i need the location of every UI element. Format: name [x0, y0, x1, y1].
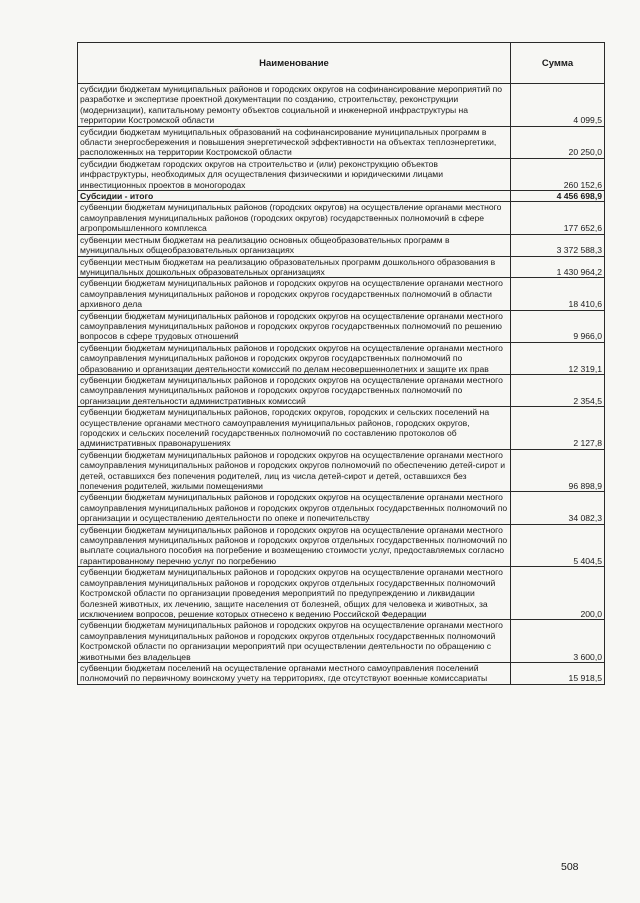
table-row [78, 126, 605, 158]
row-sum-cell: 5 404,5 [511, 524, 605, 567]
row-sum-cell: 1 430 964,2 [511, 256, 605, 278]
row-sum-cell: 18 410,6 [511, 278, 605, 310]
table-row [78, 342, 605, 374]
row-sum-cell: 12 319,1 [511, 342, 605, 374]
table-row [78, 278, 605, 310]
table-row [78, 202, 605, 234]
row-sum-cell: 4 099,5 [511, 84, 605, 127]
table-body [78, 84, 605, 685]
row-name-cell: субвенции бюджетам муниципальных районов и городских округов на осуществление органами местного самоуправления муниципальных районов и городских округов отдельных государственных полномочий по выплате социального пособия на погребение и возмещению стоимости услуг, предоставляемых согласно гарантированному перечню услуг по погребению [78, 524, 511, 567]
row-name-cell: субвенции бюджетам муниципальных районов и городских округов на осуществление органами местного самоуправления муниципальных районов и городских округов государственных полномочий в области архивного дела [78, 278, 511, 310]
row-sum-cell: 200,0 [511, 567, 605, 620]
row-name-cell: субвенции бюджетам муниципальных районов и городских округов на осуществление органами местного самоуправления муниципальных районов и городских округов отдельных государственных полномочий по организации и осуществлению деятельности по опеке и попечительству [78, 492, 511, 524]
row-name-cell: субсидии бюджетам городских округов на строительство и (или) реконструкцию объектов инфраструктуры, необходимых для осуществления физическими и юридическими лицами инвестиционных проектов в моногородах [78, 158, 511, 190]
table-row [78, 407, 605, 450]
row-name-cell: субсидии бюджетам муниципальных образований на софинансирование муниципальных программ в области энергосбережения и повышения энергетической эффективности на объектах теплоэнергетики, расположенных на территории Костромской области [78, 126, 511, 158]
table-row [78, 158, 605, 190]
row-sum-cell: 2 354,5 [511, 374, 605, 406]
table-row [78, 492, 605, 524]
row-name-cell: субвенции бюджетам муниципальных районов и городских округов на осуществление органами местного самоуправления муниципальных районов и городских округов государственных полномочий по решению вопросов в сфере трудовых отношений [78, 310, 511, 342]
row-name-cell: субвенции бюджетам муниципальных районов и городских округов на осуществление органами местного самоуправления муниципальных районов и городских округов отдельных государственных полномочий Костромской области по организации проведения мероприятий по предупреждению и ликвидации болезней животных, их лечению, защите населения от болезней, общих для человека и животных, за исключением вопросов, решение которых отнесено к ведению Российской Федерации [78, 567, 511, 620]
table-row [78, 234, 605, 256]
column-header-sum: Сумма [511, 43, 605, 84]
row-name-cell: субсидии бюджетам муниципальных районов и городских округов на софинансирование мероприятий по разработке и экспертизе проектной документации по созданию, строительству, реконструкции (модернизации), капитальному ремонту объектов социальной и инженерной инфраструктуры на территории Костромской области [78, 84, 511, 127]
budget-table [77, 42, 605, 685]
row-sum-cell: 260 152,6 [511, 158, 605, 190]
row-sum-cell: 4 456 698,9 [511, 191, 605, 202]
table-row [78, 449, 605, 492]
row-sum-cell: 177 652,6 [511, 202, 605, 234]
table-row [78, 256, 605, 278]
row-name-cell: субвенции бюджетам муниципальных районов и городских округов на осуществление органами местного самоуправления муниципальных районов и городских округов полномочий по обеспечению детей-сирот и детей, оставшихся без попечения родителей, лиц из числа детей-сирот и детей, оставшихся без попечения родителей, жилыми помещениями [78, 449, 511, 492]
row-sum-cell: 15 918,5 [511, 662, 605, 684]
row-sum-cell: 96 898,9 [511, 449, 605, 492]
row-sum-cell: 34 082,3 [511, 492, 605, 524]
table-row [78, 524, 605, 567]
row-name-cell: Субсидии - итого [78, 191, 511, 202]
row-sum-cell: 9 966,0 [511, 310, 605, 342]
row-sum-cell: 2 127,8 [511, 407, 605, 450]
column-header-name: Наименование [78, 43, 511, 84]
table-row [78, 620, 605, 663]
page-number: 508 [561, 861, 579, 873]
table-total-row [78, 191, 605, 202]
table-row [78, 310, 605, 342]
row-sum-cell: 20 250,0 [511, 126, 605, 158]
table-header-row [78, 43, 605, 84]
row-name-cell: субвенции бюджетам муниципальных районов и городских округов на осуществление органами местного самоуправления муниципальных районов и городских округов государственных полномочий по образованию и организации деятельности комиссий по делам несовершеннолетних и защите их прав [78, 342, 511, 374]
row-sum-cell: 3 600,0 [511, 620, 605, 663]
row-name-cell: субвенции бюджетам муниципальных районов и городских округов на осуществление органами местного самоуправления муниципальных районов и городских округов отдельных государственных полномочий Костромской области по организации мероприятий при осуществлении деятельности по обращению с животными без владельцев [78, 620, 511, 663]
table-row [78, 374, 605, 406]
row-sum-cell: 3 372 588,3 [511, 234, 605, 256]
row-name-cell: субвенции местным бюджетам на реализацию образовательных программ дошкольного образования в муниципальных дошкольных образовательных организациях [78, 256, 511, 278]
table-row [78, 567, 605, 620]
table-row [78, 662, 605, 684]
row-name-cell: субвенции бюджетам поселений на осуществление органами местного самоуправления поселений полномочий по первичному воинскому учету на территориях, где отсутствуют военные комиссариаты [78, 662, 511, 684]
row-name-cell: субвенции бюджетам муниципальных районов и городских округов на осуществление органами местного самоуправления муниципальных районов и городских округов государственных полномочий по организации деятельности административных комиссий [78, 374, 511, 406]
row-name-cell: субвенции бюджетам муниципальных районов (городских округов) на осуществление органами местного самоуправления муниципальных районов (городских округов) государственных полномочий в сфере агропромышленного комплекса [78, 202, 511, 234]
row-name-cell: субвенции бюджетам муниципальных районов, городских округов, городских и сельских поселений на осуществление органами местного самоуправления муниципальных районов, городских округов, городских и сельских поселений государственных полномочий по составлению протоколов об административных правонарушениях [78, 407, 511, 450]
table-row [78, 84, 605, 127]
row-name-cell: субвенции местным бюджетам на реализацию основных общеобразовательных программ в муниципальных общеобразовательных организациях [78, 234, 511, 256]
